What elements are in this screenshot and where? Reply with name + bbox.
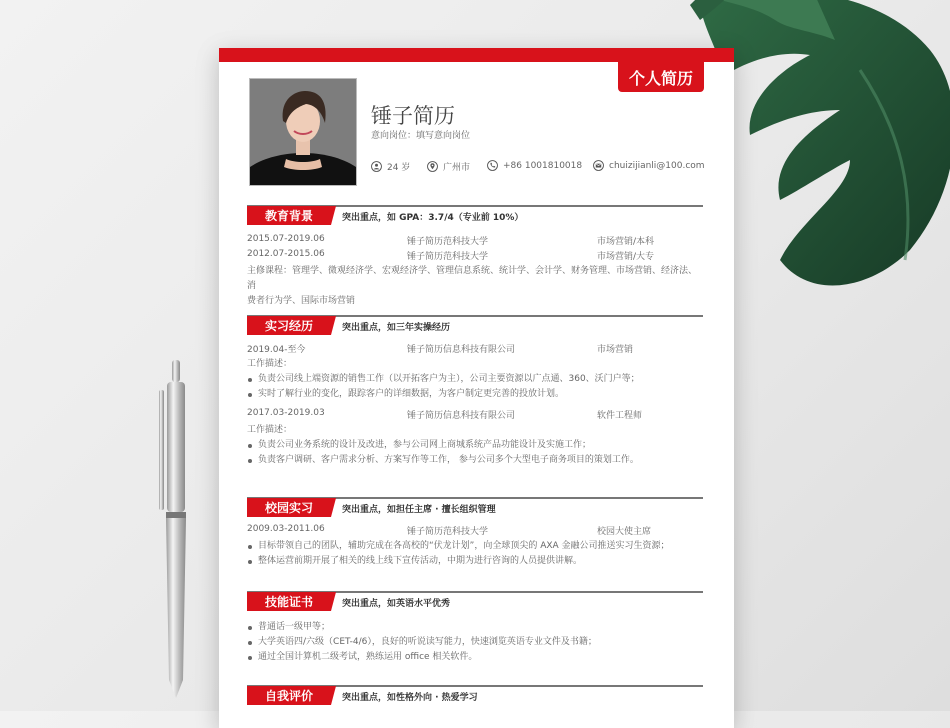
campus-bullet: 目标带领自己的团队，辅助完成在各高校的“伏龙计划”，向全球顶尖的 AXA 金融公司推送实习生资源；	[247, 539, 703, 554]
section-header	[247, 315, 703, 335]
campus-row: 2009.03-2011.06 锤子简历范科技大学 校园大使主席	[247, 524, 652, 537]
campus-bullet: 整体运营前期开展了相关的线上线下宣传活动，中期为进行咨询的人员提供讲解。	[247, 554, 703, 569]
mail-icon	[593, 160, 604, 171]
resume-title-badge: 个人简历	[618, 62, 704, 92]
skill-bullet: 普通话一级甲等；	[247, 620, 703, 635]
courses-line: 费者行为学、国际市场营销	[247, 296, 356, 306]
internship-section	[247, 315, 703, 468]
intended-position: 意向岗位：填写意向岗位	[371, 131, 471, 141]
section-title: 技能证书	[247, 592, 331, 611]
education-row: 2012.07-2015.06 锤子简历范科技大学 市场营销/大专	[247, 249, 655, 262]
job-bullet: 负责客户调研、客户需求分析、方案写作等工作， 参与公司多个大型电子商务项目的策划工作。	[247, 453, 703, 468]
campus-section	[247, 497, 703, 569]
contact-age: 24 岁	[371, 160, 410, 173]
job-bullet: 实时了解行业的变化，跟踪客户的详细数据，为客户制定更完善的投放计划。	[247, 387, 703, 402]
person-icon	[371, 161, 382, 172]
skills-section	[247, 591, 703, 665]
section-note: 突出重点，如担任主席 · 擅长组织管理	[342, 505, 496, 515]
section-header	[247, 205, 703, 225]
section-note: 突出重点，如 GPA：3.7/4（专业前 10%）	[342, 213, 524, 223]
section-title: 自我评价	[247, 686, 331, 705]
job-desc-label: 工作描述：	[247, 359, 293, 369]
job-row: 2019.04-至今 锤子简历信息科技有限公司 市场营销	[247, 345, 634, 355]
education-row: 2015.07-2019.06 锤子简历范科技大学 市场营销/本科	[247, 234, 655, 247]
section-header	[247, 591, 703, 611]
section-title: 教育背景	[247, 206, 331, 225]
contact-phone: +86 1001810018	[487, 160, 582, 171]
skill-bullet: 大学英语四/六级（CET-4/6），良好的听说读写能力，快速浏览英语专业文件及书籍；	[247, 635, 703, 650]
location-icon	[427, 161, 438, 172]
top-accent-bar	[219, 48, 734, 62]
job-bullet: 负责公司线上端资源的销售工作（以开拓客户为主），公司主要资源以广点通、360、沃门户等；	[247, 372, 703, 387]
courses-line: 主修课程：管理学、微观经济学、宏观经济学、管理信息系统、统计学、会计学、财务管理、市场营销、经济法、消	[247, 266, 698, 291]
section-header	[247, 497, 703, 517]
section-note: 突出重点，如三年实操经历	[342, 323, 451, 333]
section-header	[247, 685, 703, 705]
section-title: 实习经历	[247, 316, 331, 335]
education-section	[247, 205, 703, 309]
contact-email: chuizijianli@100.com	[593, 160, 705, 171]
skill-bullet: 通过全国计算机二级考试，熟练运用 office 相关软件。	[247, 650, 703, 665]
contact-info	[371, 160, 711, 174]
section-note: 突出重点，如英语水平优秀	[342, 599, 451, 609]
pen-decoration	[150, 360, 200, 705]
profile-photo	[249, 78, 357, 186]
resume-page	[219, 48, 734, 728]
self-eval-section	[247, 685, 703, 705]
job-desc-label: 工作描述：	[247, 425, 293, 435]
section-note: 突出重点，如性格外向 · 热爱学习	[342, 693, 478, 703]
candidate-name: 锤子简历	[371, 104, 455, 128]
phone-icon	[487, 160, 498, 171]
job-row: 2017.03-2019.03 锤子简历信息科技有限公司 软件工程师	[247, 408, 643, 421]
contact-city: 广州市	[427, 160, 470, 173]
job-bullet: 负责公司业务系统的设计及改进，参与公司网上商城系统产品功能设计及实施工作；	[247, 438, 703, 453]
section-title: 校园实习	[247, 498, 331, 517]
